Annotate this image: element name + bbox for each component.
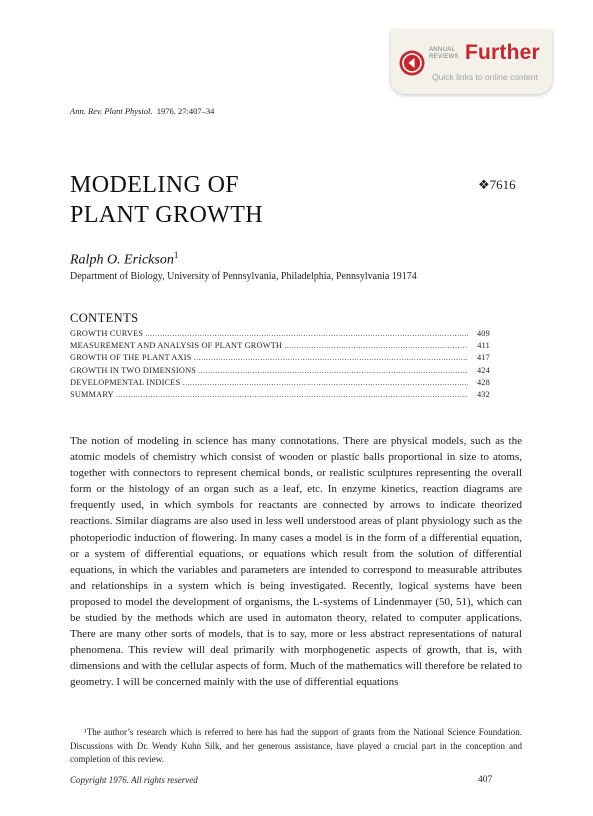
badge-tagline: Quick links to online content: [432, 72, 538, 82]
contents-heading: CONTENTS: [70, 311, 139, 325]
page-number: 407: [478, 775, 493, 785]
toc-item-page: 432: [476, 389, 490, 399]
article-title: [70, 170, 263, 230]
toc-item-title: MEASUREMENT AND ANALYSIS OF PLANT GROWTH: [70, 341, 283, 351]
table-of-contents: [70, 329, 490, 402]
title-line-2: PLANT GROWTH: [70, 202, 264, 228]
copyright-notice: Copyright 1976. All rights reserved: [70, 775, 198, 785]
author-affiliation: Department of Biology, University of Pennsylvania, Philadelphia, Pennsylvania 19174: [70, 271, 417, 282]
toc-item-page: 411: [477, 341, 490, 351]
toc-item-two-dimensions[interactable]: [70, 366, 490, 378]
journal-name: Ann. Rev. Plant Physiol.: [70, 106, 153, 116]
toc-leader-dots: [194, 353, 468, 362]
badge-publisher-name: ANNUAL REVIEWS: [429, 47, 459, 60]
title-line-1: MODELING OF: [70, 172, 240, 198]
toc-leader-dots: [145, 329, 468, 338]
toc-item-title: GROWTH IN TWO DIMENSIONS: [70, 365, 197, 375]
journal-citation: 1976. 27:407–34: [156, 106, 215, 116]
body-paragraph: The notion of modeling in science has many connotations. There are physical models, such as the atomic models of chemistry which consist of wooden or plastic balls proportional in size to atoms, together with connectors to represent chemical bonds, or realistic sculptures representing the overall form or the histology of an organ such as a leaf, etc. In enzyme kinetics, reaction diagrams are frequently used, in which symbols for reactants are connected by arrows to indicate theorized reactions. Similar diagrams are also used in less well understood areas of plant physiology such as the photoperiodic induction of flowering. In many cases a model is in the form of a differential equation, or a system of differential equations, or equations which result from the solution of differential equations, in which the variables and parameters are intended to correspond to measurable attributes and relationships in a system which is being investigated. Recently, logical systems have been proposed to model the development of organisms, the L-systems of Lindenmayer (50, 51), which can be studied by the methods which are used in automaton theory, related to computer applications. There are many other sorts of models, that is to say, more or less abstract representations of natural phenomena. This review will deal primarily with morphogenetic aspects of growth, that is, with dimensions and with the cellular aspects of form. Much of the mathematics will therefore be related to geometry. I will be concerned mainly with the use of differential equations: [70, 435, 522, 689]
toc-item-page: 428: [476, 377, 490, 387]
author-footnote-mark: 1: [173, 250, 179, 260]
toc-item-title: GROWTH OF THE PLANT AXIS: [70, 353, 192, 363]
toc-item-page: 424: [476, 365, 490, 375]
article-id: ❖7616: [478, 177, 516, 192]
badge-brand-title: Further: [465, 41, 540, 64]
toc-leader-dots: [198, 366, 468, 375]
footnote-text: ¹The author’s research which is referred to here has had the support of grants from the National Science Foundation. Discussions with Dr. Wendy Kuhn Silk, and her generous assistance, have played a crucial part in the conception and completion of this review.: [70, 727, 522, 764]
author-name: Ralph O. Erickson$^1$: [70, 250, 179, 268]
toc-item-page: 409: [476, 329, 490, 338]
toc-item-summary[interactable]: [70, 390, 490, 402]
toc-leader-dots: [182, 378, 468, 387]
toc-item-growth-curves[interactable]: [70, 329, 490, 341]
toc-item-title: GROWTH CURVES: [70, 329, 144, 338]
toc-item-page: 417: [476, 353, 490, 363]
toc-item-measurement-analysis[interactable]: [70, 341, 490, 353]
journal-reference: [70, 106, 214, 116]
author-footnote: [70, 726, 522, 767]
toc-item-developmental-indices[interactable]: [70, 378, 490, 390]
toc-item-title: DEVELOPMENTAL INDICES: [70, 377, 181, 387]
toc-leader-dots: [116, 390, 468, 399]
annual-reviews-further-badge[interactable]: [391, 30, 552, 94]
toc-item-title: SUMMARY: [70, 389, 114, 399]
toc-item-plant-axis[interactable]: [70, 353, 490, 365]
toc-leader-dots: [284, 341, 468, 350]
annual-reviews-logo-icon: [399, 50, 425, 76]
